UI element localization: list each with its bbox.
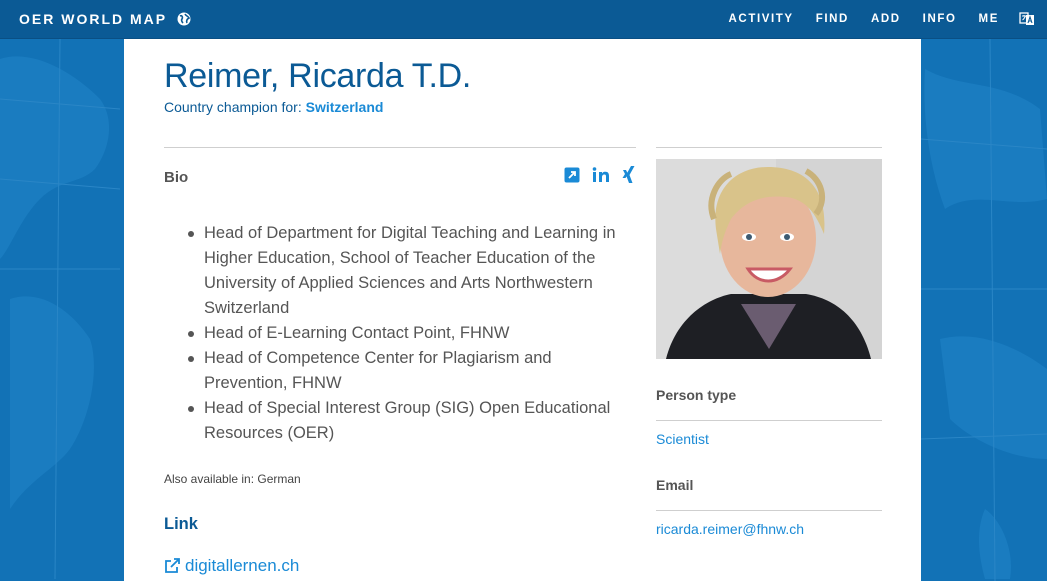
share-icons: [564, 166, 636, 189]
link-heading: Link: [164, 515, 198, 533]
profile-panel: [124, 39, 921, 581]
nav-info[interactable]: INFO: [922, 13, 957, 25]
portrait-image: [656, 159, 882, 359]
bio-label: Bio: [164, 168, 189, 186]
nav-me[interactable]: ME: [978, 13, 999, 25]
champion-prefix: Country champion for:: [164, 99, 306, 115]
external-link-icon: [164, 557, 182, 575]
person-type-value[interactable]: Scientist: [656, 431, 709, 447]
divider: [656, 510, 882, 511]
globe-icon: [177, 12, 191, 26]
email-link[interactable]: ricarda.reimer@fhnw.ch: [656, 521, 805, 537]
champion-country-link[interactable]: Switzerland: [305, 99, 384, 115]
also-available-text[interactable]: Also available in: German: [164, 472, 301, 486]
email-label: Email: [656, 477, 694, 493]
linkedin-icon[interactable]: [592, 167, 610, 188]
brand-logo[interactable]: [19, 11, 191, 27]
main-nav: [707, 0, 1047, 39]
website-link-text[interactable]: digitallernen.ch: [185, 556, 300, 575]
translate-icon[interactable]: [1019, 11, 1035, 27]
website-link[interactable]: [164, 556, 636, 576]
list-item: Head of Special Interest Group (SIG) Open Educational Resources (OER): [188, 396, 628, 446]
page-title: Reimer, Ricarda T.D.: [164, 57, 472, 95]
xing-icon[interactable]: [622, 166, 636, 189]
list-item: Head of Department for Digital Teaching and Learning in Higher Education, School of Teacher Education of the University of Applied Sciences and Arts Northwestern Switzerland: [188, 221, 628, 321]
brand-title[interactable]: OER WORLD MAP: [19, 11, 168, 27]
person-type-label: Person type: [656, 387, 737, 403]
external-share-icon[interactable]: [564, 167, 580, 188]
list-item: Head of Competence Center for Plagiarism and Prevention, FHNW: [188, 346, 628, 396]
nav-find[interactable]: FIND: [815, 13, 849, 25]
list-item: Head of E-Learning Contact Point, FHNW: [188, 321, 628, 346]
country-champion: [164, 99, 383, 115]
bio-header: [164, 148, 636, 206]
nav-activity[interactable]: ACTIVITY: [728, 13, 794, 25]
bio-list: [188, 221, 628, 446]
divider: [656, 420, 882, 421]
nav-add[interactable]: ADD: [870, 13, 901, 25]
sidebar-column: [656, 147, 882, 537]
main-column: [164, 147, 636, 576]
profile-photo: [656, 159, 882, 359]
top-navigation-bar: [0, 0, 1047, 39]
